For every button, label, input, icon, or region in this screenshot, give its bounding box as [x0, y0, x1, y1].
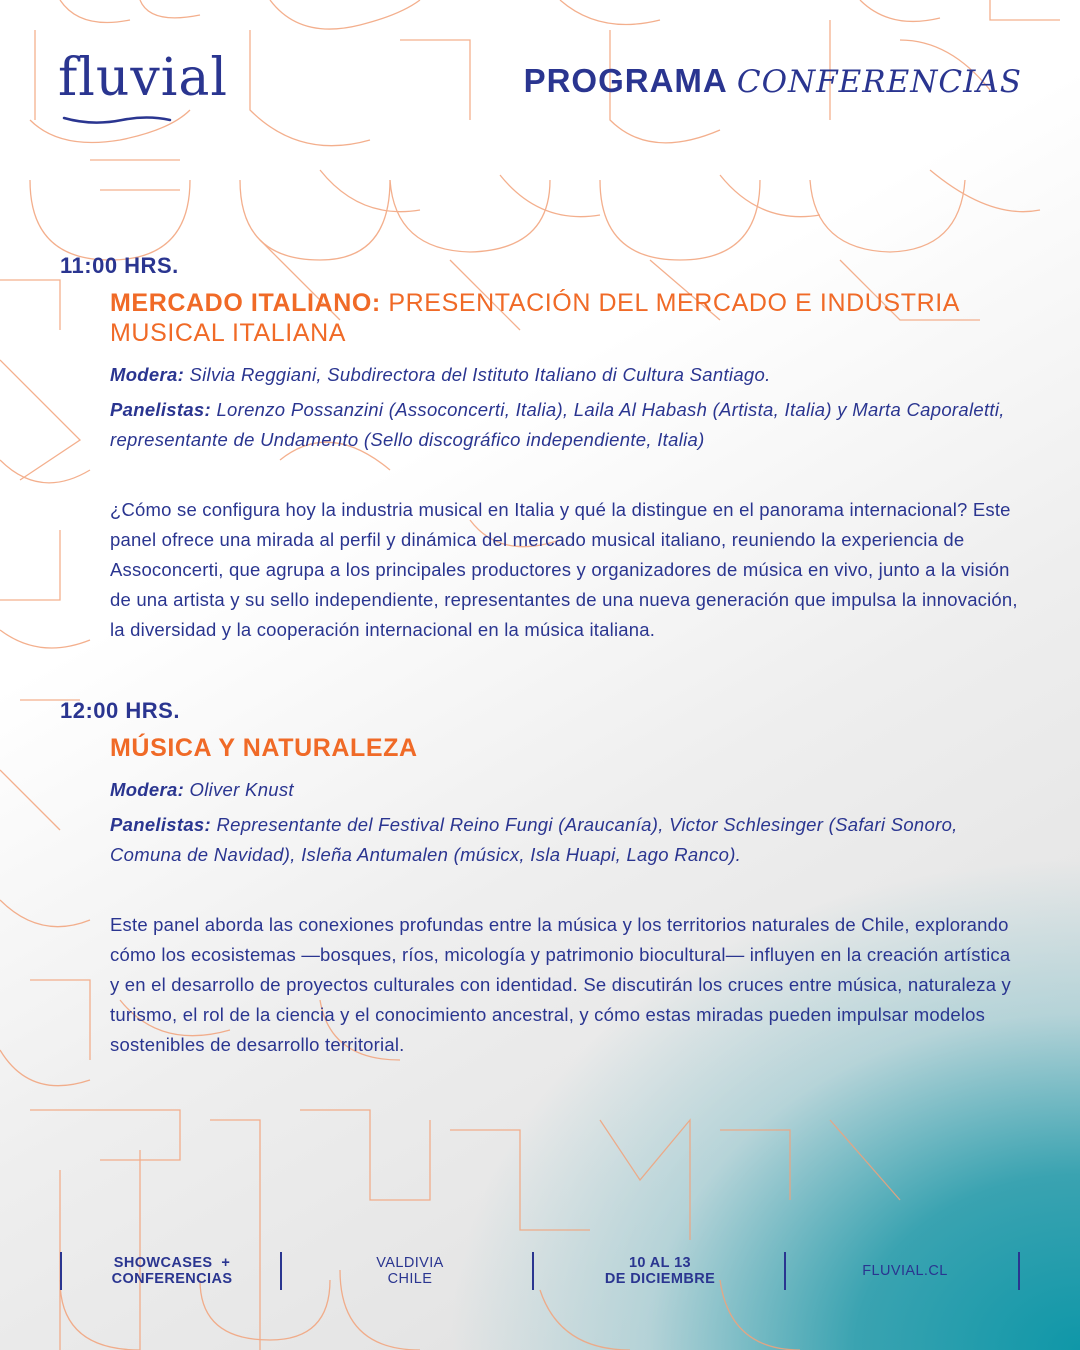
session-time: 11:00 HRS. — [60, 253, 179, 278]
footer-divider — [532, 1252, 534, 1290]
footer-event-type-line1: SHOWCASES + — [113, 1255, 231, 1271]
moderator-label: Modera: — [110, 364, 185, 385]
session-panelists — [110, 810, 1010, 870]
panelists-label: Panelistas: — [110, 814, 211, 835]
footer-dates — [560, 1255, 760, 1287]
footer-location — [310, 1255, 510, 1287]
footer-bar — [60, 1252, 1020, 1290]
footer-divider — [784, 1252, 786, 1290]
moderator-name: Oliver Knust — [184, 779, 294, 800]
session-moderator — [110, 360, 1010, 390]
page-title-bold: PROGRAMA — [523, 62, 728, 99]
panelists-names: Lorenzo Possanzini (Assoconcerti, Italia), Laila Al Habash (Artista, Italia) y Marta Caporaletti, representante de Undamento (Sello discográfico independiente, Italia) — [110, 399, 1005, 450]
session-title — [110, 733, 1010, 763]
session-title — [110, 288, 1010, 348]
page-title — [524, 64, 1022, 98]
footer-website-link[interactable]: FLUVIAL.CL — [862, 1263, 948, 1279]
footer-location-line2: CHILE — [387, 1271, 433, 1287]
session-description: Este panel aborda las conexiones profundas entre la música y los territorios naturales de Chile, explorando cómo los ecosistemas —bosques, ríos, micología y patrimonio biocultural— influyen en la creación artística y en el desarrollo de proyectos culturales con identidad. Se discutirán los cruces entre música, naturaleza y turismo, el rol de la ciencia y el conocimiento ancestral, y cómo estas miradas pueden impulsar modelos sostenibles de desarrollo territorial. — [110, 914, 1012, 1055]
page-title-italic: CONFERENCIAS — [736, 64, 1022, 100]
session-panelists — [110, 395, 1010, 455]
footer-event-type-line2: CONFERENCIAS — [111, 1271, 233, 1287]
footer-event-type — [82, 1255, 262, 1287]
footer-location-line1: VALDIVIA — [376, 1255, 444, 1271]
footer-divider — [60, 1252, 62, 1290]
fluvial-logo[interactable]: fluvial — [58, 48, 229, 108]
session-title-strong: MÚSICA Y NATURALEZA — [110, 734, 418, 762]
footer-divider — [1018, 1252, 1020, 1290]
footer-dates-line1: 10 AL 13 — [628, 1255, 692, 1271]
session-description: ¿Cómo se configura hoy la industria musical en Italia y qué la distingue en el panorama internacional? Este panel ofrece una mirada al perfil y dinámica del mercado musical italiano, reuniendo la experiencia de Assoconcerti, que agrupa a los principales productores y organizadores de música en vivo, junto a la visión de una artista y su sello independiente, representantes de una nueva generación que impulsa la innovación, la diversidad y la cooperación internacional en la música italiana. — [110, 499, 1018, 640]
footer-dates-line2: DE DICIEMBRE — [604, 1271, 716, 1287]
session-time: 12:00 HRS. — [60, 698, 180, 723]
session-title-rest: PRESENTACIÓN DEL MERCADO E INDUSTRIA MUSICAL ITALIANA — [110, 289, 959, 347]
session-moderator — [110, 775, 1010, 805]
moderator-label: Modera: — [110, 779, 185, 800]
session-title-strong: MERCADO ITALIANO: — [110, 289, 381, 317]
panelists-names: Representante del Festival Reino Fungi (Araucanía), Victor Schlesinger (Safari Sonoro, Comuna de Navidad), Isleña Antumalen (músicx, Isla Huapi, Lago Ranco). — [110, 814, 958, 865]
footer-divider — [280, 1252, 282, 1290]
logo-wave-mark — [62, 112, 172, 126]
moderator-name: Silvia Reggiani, Subdirectora del Istituto Italiano di Cultura Santiago. — [184, 364, 771, 385]
panelists-label: Panelistas: — [110, 399, 211, 420]
